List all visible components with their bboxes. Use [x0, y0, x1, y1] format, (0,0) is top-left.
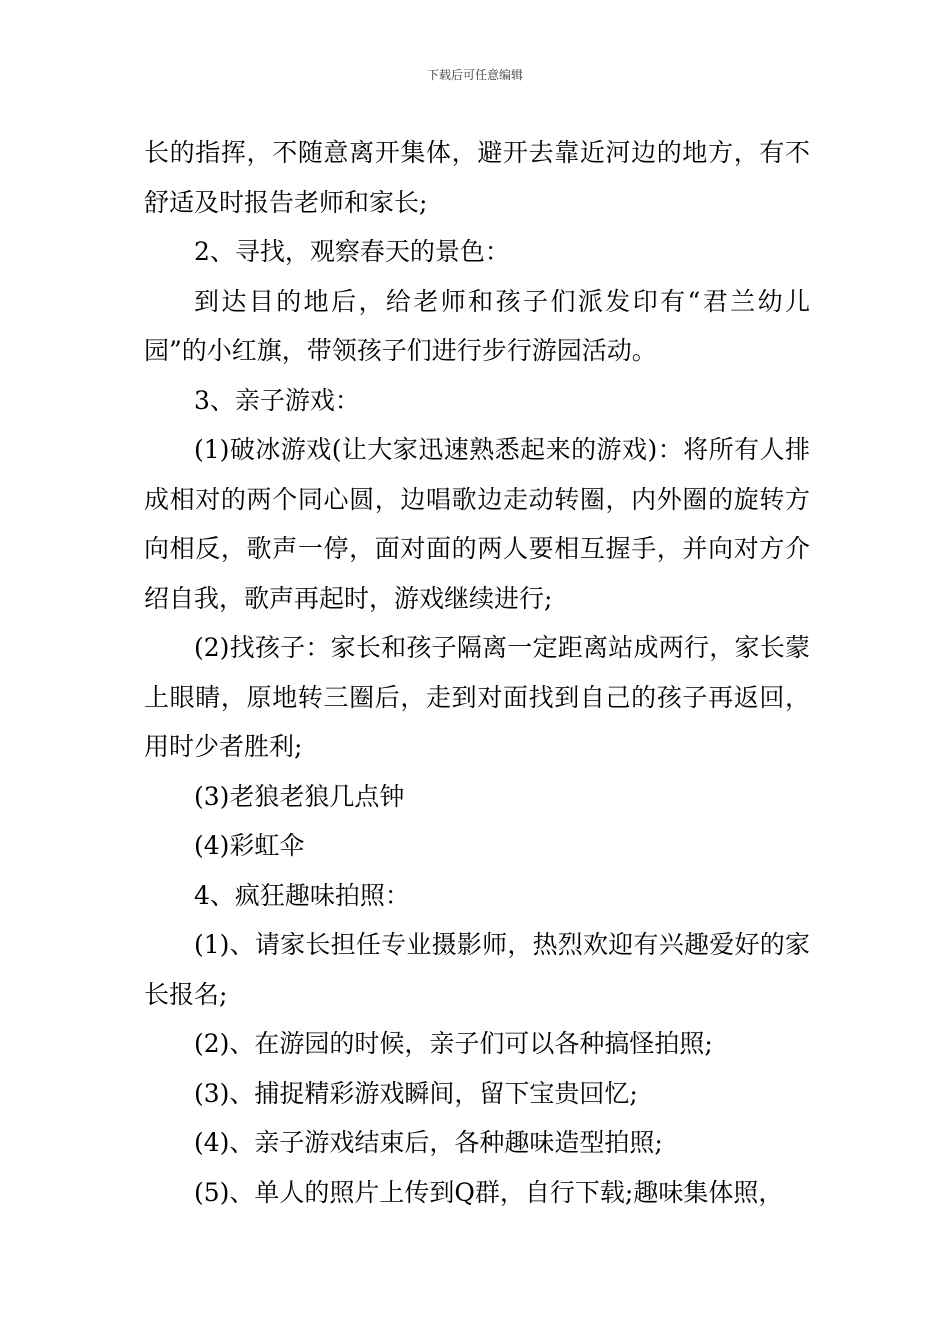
paragraph-game-3: (3)老狼老狼几点钟 [194, 781, 405, 811]
paragraph-photo-5: (5)、单人的照片上传到Q群，自行下载;趣味集体照， [194, 1177, 784, 1207]
page-header: 下载后可任意编辑 [426, 68, 523, 82]
section-heading-3: 3、亲子游戏： [194, 385, 360, 415]
paragraph-photo-2: (2)、在游园的时候，亲子们可以各种搞怪拍照; [194, 1029, 713, 1058]
paragraph-game-4: (4)彩虹伞 [194, 831, 305, 860]
paragraph-photo-3: (3)、捕捉精彩游戏瞬间，留下宝贵回忆; [194, 1078, 638, 1108]
paragraph-game-1: (1)破冰游戏(让大家迅速熟悉起来的游戏)：将所有人排成相对的两个同心圆，边唱歌边走动转圈，内外圈的旋转方向相反，歌声一停，面对面的两人要相互握手，并向对方介绍自我，歌声再起时，游戏继续进行; [144, 435, 810, 613]
document-body [144, 128, 810, 1217]
section-heading-4: 4、疯狂趣味拍照： [194, 880, 410, 910]
paragraph-flag: 到达目的地后，给老师和孩子们派发印有“君兰幼儿园”的小红旗，带领孩子们进行步行游园活动。 [144, 286, 810, 365]
paragraph-photo-1: (1)、请家长担任专业摄影师，热烈欢迎有兴趣爱好的家长报名; [144, 930, 810, 1009]
paragraph-photo-4: (4)、亲子游戏结束后，各种趣味造型拍照; [194, 1128, 663, 1157]
section-heading-2: 2、寻找，观察春天的景色： [194, 237, 510, 266]
paragraph-continuation: 长的指挥，不随意离开集体，避开去靠近河边的地方，有不舒适及时报告老师和家长; [144, 138, 810, 217]
paragraph-game-2: (2)找孩子：家长和孩子隔离一定距离站成两行，家长蒙上眼睛，原地转三圈后，走到对面找到自己的孩子再返回，用时少者胜利; [144, 633, 810, 761]
